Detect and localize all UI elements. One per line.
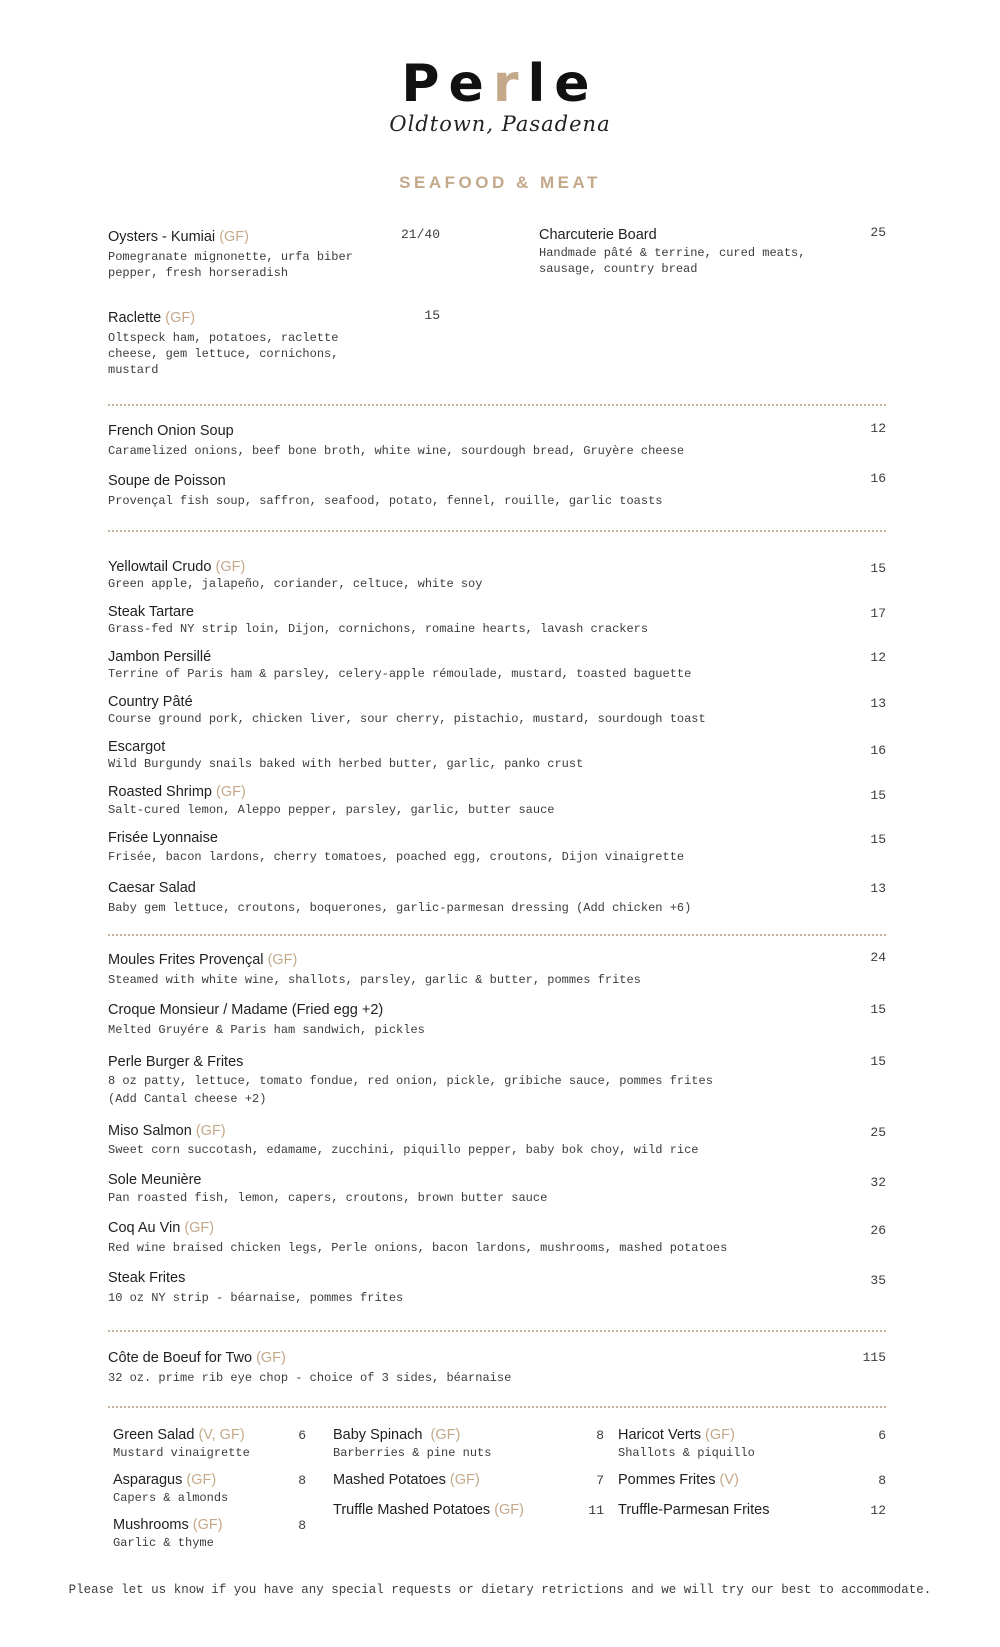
item-description: Baby gem lettuce, croutons, boquerones, garlic-parmesan dressing (Add chicken +6): [108, 901, 692, 915]
item-name: Perle Burger & Frites: [108, 1054, 244, 1070]
item-name: Moules Frites Provençal (GF): [108, 952, 298, 968]
side-name: Haricot Verts (GF): [618, 1427, 735, 1443]
item-description: Wild Burgundy snails baked with herbed butter, garlic, panko crust: [108, 757, 584, 771]
item-description: Handmade pâté & terrine, cured meats, sausage, country bread: [539, 246, 806, 276]
item-description: Course ground pork, chicken liver, sour cherry, pistachio, mustard, sourdough toast: [108, 712, 706, 726]
side-description: Barberries & pine nuts: [333, 1446, 492, 1460]
dotted-divider: [108, 404, 886, 406]
item-name: Soupe de Poisson: [108, 473, 226, 489]
item-price: 15: [870, 788, 886, 803]
item-price: 15: [870, 561, 886, 576]
item-description: 8 oz patty, lettuce, tomato fondue, red onion, pickle, gribiche sauce, pommes frites: [108, 1074, 713, 1088]
side-name: Green Salad (V, GF): [113, 1427, 245, 1443]
side-price: 8: [298, 1518, 306, 1533]
item-description: Grass-fed NY strip loin, Dijon, cornichons, romaine hearts, lavash crackers: [108, 622, 649, 636]
item-description: 10 oz NY strip - béarnaise, pommes frites: [108, 1291, 404, 1305]
item-description: Pan roasted fish, lemon, capers, croutons, brown butter sauce: [108, 1191, 548, 1205]
item-name: Steak Tartare: [108, 604, 194, 620]
item-name: Caesar Salad: [108, 880, 196, 896]
item-name: Frisée Lyonnaise: [108, 830, 218, 846]
item-name: Sole Meunière: [108, 1172, 202, 1188]
item-description: Caramelized onions, beef bone broth, white wine, sourdough bread, Gruyère cheese: [108, 444, 685, 458]
item-price: 21/40: [400, 227, 440, 242]
item-price: 25: [870, 225, 886, 240]
item-price: 25: [870, 1125, 886, 1140]
item-name: Croque Monsieur / Madame (Fried egg +2): [108, 1002, 384, 1018]
section-title: SEAFOOD & MEAT: [399, 173, 601, 192]
item-name: Côte de Boeuf for Two (GF): [108, 1350, 286, 1366]
item-description: 32 oz. prime rib eye chop - choice of 3 sides, béarnaise: [108, 1371, 512, 1385]
item-description: Steamed with white wine, shallots, parsley, garlic & butter, pommes frites: [108, 973, 641, 987]
side-name: Mashed Potatoes (GF): [333, 1472, 480, 1488]
item-name: Miso Salmon (GF): [108, 1123, 226, 1139]
item-name: Jambon Persillé: [108, 649, 212, 665]
item-name: Roasted Shrimp (GF): [108, 784, 246, 800]
side-name: Pommes Frites (V): [618, 1472, 739, 1488]
item-name: Oysters - Kumiai (GF): [108, 229, 249, 245]
item-name: Escargot: [108, 739, 166, 755]
side-name: Truffle-Parmesan Frites: [618, 1502, 770, 1518]
item-description: Frisée, bacon lardons, cherry tomatoes, poached egg, croutons, Dijon vinaigrette: [108, 850, 685, 864]
side-name: Asparagus (GF): [113, 1472, 217, 1488]
side-description: Capers & almonds: [113, 1491, 229, 1505]
footer-note: Please let us know if you have any special requests or dietary retrictions and we will try our best to accommodate.: [68, 1583, 932, 1597]
dotted-divider: [108, 1330, 886, 1332]
side-description: Garlic & thyme: [113, 1536, 214, 1550]
item-price: 16: [870, 743, 886, 758]
item-price: 12: [870, 650, 886, 665]
item-description: Green apple, jalapeño, coriander, celtuce, white soy: [108, 577, 483, 591]
item-price: 12: [870, 421, 886, 436]
side-name: Baby Spinach (GF): [333, 1427, 461, 1443]
side-name: Truffle Mashed Potatoes (GF): [333, 1502, 524, 1518]
item-name: Coq Au Vin (GF): [108, 1220, 215, 1236]
side-price: 6: [298, 1428, 306, 1443]
side-price: 6: [878, 1428, 886, 1443]
item-price: 24: [870, 950, 886, 965]
item-price: 115: [862, 1350, 886, 1365]
side-price: 11: [588, 1503, 604, 1518]
item-price: 26: [870, 1223, 886, 1238]
dotted-divider: [108, 934, 886, 936]
side-description: Shallots & piquillo: [618, 1446, 755, 1460]
item-price: 15: [870, 832, 886, 847]
item-description: Salt-cured lemon, Aleppo pepper, parsley, garlic, butter sauce: [108, 803, 555, 817]
item-price: 35: [870, 1273, 886, 1288]
item-price: 15: [870, 1054, 886, 1069]
location-subtitle: Oldtown, Pasadena: [389, 112, 611, 136]
item-description: Red wine braised chicken legs, Perle onions, bacon lardons, mushrooms, mashed potatoes: [108, 1241, 728, 1255]
dotted-divider: [108, 1406, 886, 1408]
side-price: 8: [298, 1473, 306, 1488]
item-price: 17: [870, 606, 886, 621]
item-description-note: (Add Cantal cheese +2): [108, 1092, 267, 1106]
item-name: Country Pâté: [108, 694, 193, 710]
item-description: Melted Gruyére & Paris ham sandwich, pickles: [108, 1023, 425, 1037]
item-price: 32: [870, 1175, 886, 1190]
item-description: Provençal fish soup, saffron, seafood, potato, fennel, rouille, garlic toasts: [108, 494, 663, 508]
side-price: 8: [878, 1473, 886, 1488]
side-price: 7: [596, 1473, 604, 1488]
item-price: 15: [424, 308, 440, 323]
side-price: 12: [870, 1503, 886, 1518]
dotted-divider: [108, 530, 886, 532]
item-description: Sweet corn succotash, edamame, zucchini, piquillo pepper, baby bok choy, wild rice: [108, 1143, 699, 1157]
item-description: Oltspeck ham, potatoes, raclette cheese, gem lettuce, cornichons, mustard: [108, 331, 339, 377]
item-name: French Onion Soup: [108, 423, 234, 439]
item-name: Charcuterie Board: [539, 227, 657, 243]
item-price: 16: [870, 471, 886, 486]
item-price: 13: [870, 881, 886, 896]
side-price: 8: [596, 1428, 604, 1443]
side-description: Mustard vinaigrette: [113, 1446, 250, 1460]
side-name: Mushrooms (GF): [113, 1517, 223, 1533]
item-name: Steak Frites: [108, 1270, 186, 1286]
item-name: Yellowtail Crudo (GF): [108, 559, 246, 575]
item-description: Terrine of Paris ham & parsley, celery-apple rémoulade, mustard, toasted baguette: [108, 667, 692, 681]
restaurant-logo: Perle: [401, 54, 599, 114]
item-price: 13: [870, 696, 886, 711]
item-name: Raclette (GF): [108, 310, 196, 326]
item-description: Pomegranate mignonette, urfa biber pepper, fresh horseradish: [108, 250, 353, 280]
item-price: 15: [870, 1002, 886, 1017]
